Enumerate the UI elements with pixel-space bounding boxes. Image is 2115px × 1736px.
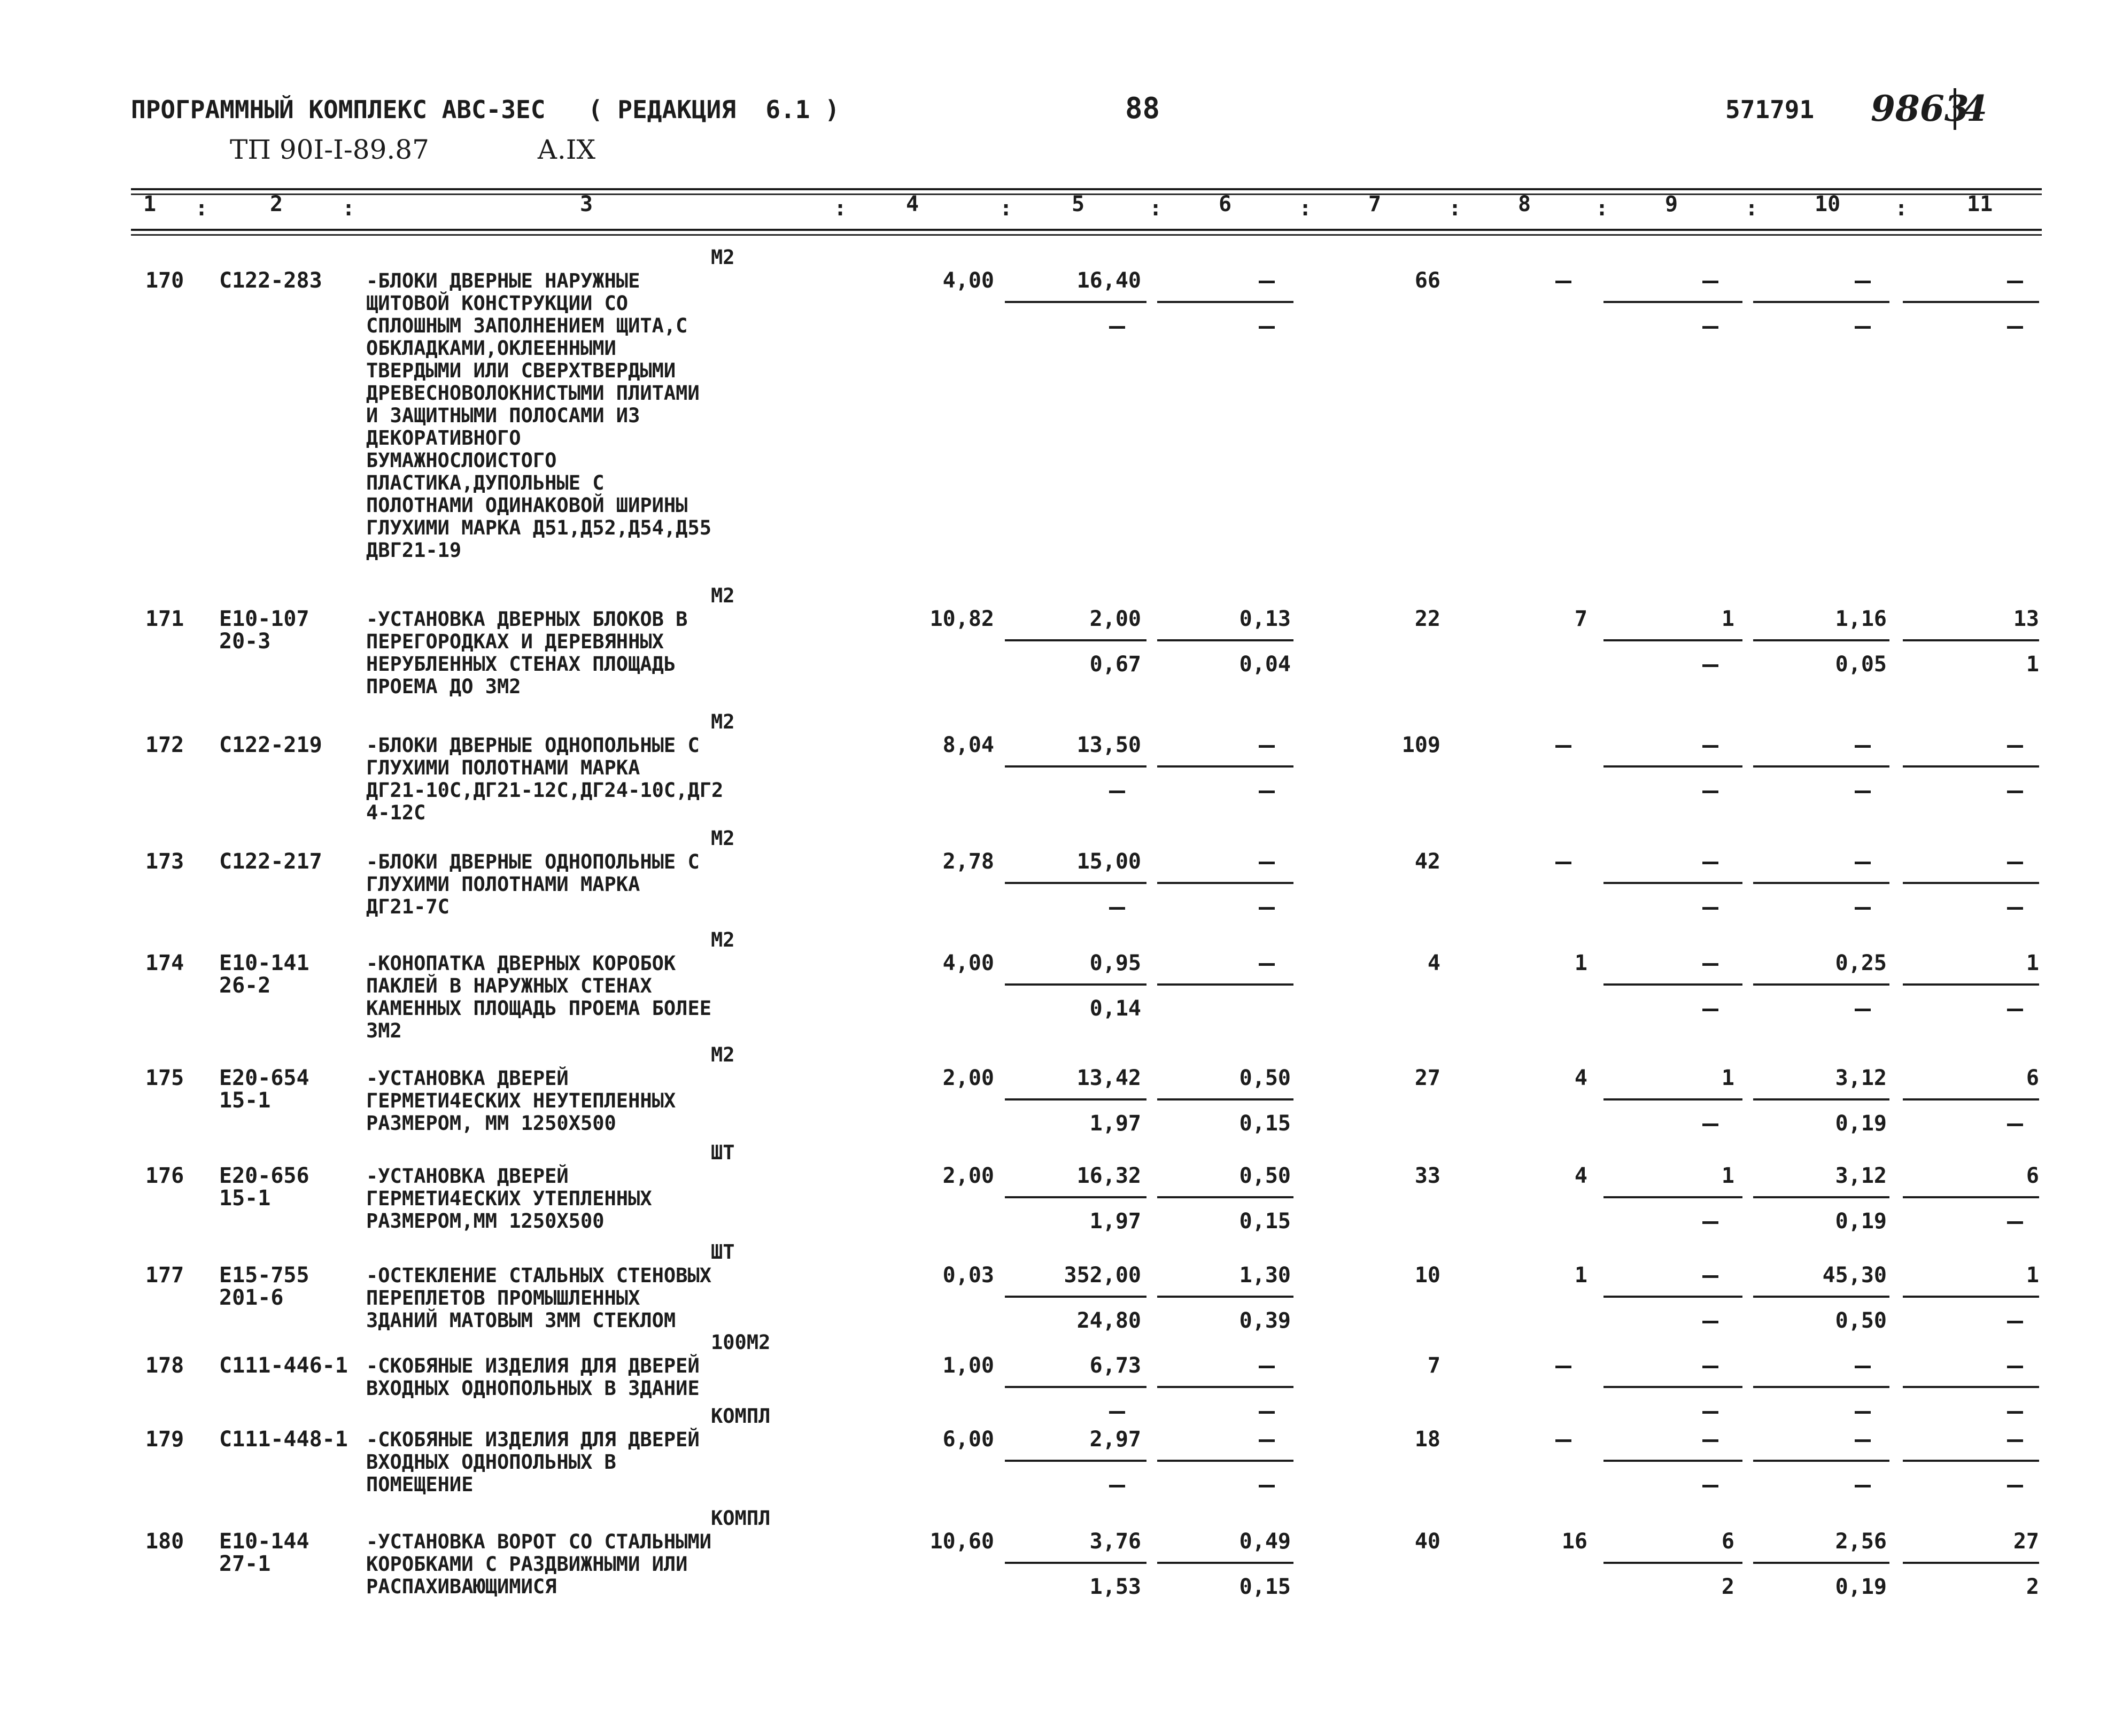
sheet-suffix: 4 <box>1963 88 1987 129</box>
row-176-c11-lower-dash <box>2007 1221 2023 1224</box>
row-171-col4: 10,82 <box>929 607 994 631</box>
row-170-c11-rule <box>1903 301 2039 303</box>
row-171-c10-rule <box>1753 639 1889 641</box>
row-180-unit: КОМПЛ <box>711 1507 771 1530</box>
row-172-unit: М2 <box>711 710 735 733</box>
row-180-c6-upper: 0,49 <box>1239 1529 1291 1554</box>
row-173-c5-lower-dash <box>1109 907 1125 910</box>
row-178-c10-rule <box>1753 1386 1889 1388</box>
row-180-c9-lower: 2 <box>1721 1575 1734 1599</box>
row-176-c10-upper: 3,12 <box>1835 1164 1887 1188</box>
row-173-col7: 42 <box>1414 849 1440 874</box>
row-173-c11-rule <box>1903 882 2039 884</box>
row-177-number: 177 <box>145 1263 184 1288</box>
column-header-2: 2 <box>270 192 283 216</box>
row-177-c10-lower: 0,50 <box>1835 1308 1887 1333</box>
row-177-code-1: Е15-755 <box>219 1263 309 1288</box>
row-180-code-2: 27-1 <box>219 1552 271 1576</box>
row-180-col7: 40 <box>1414 1529 1440 1554</box>
row-176-number: 176 <box>145 1164 184 1188</box>
row-178-c5-upper: 6,73 <box>1089 1353 1141 1378</box>
row-177-c9-upper-dash <box>1702 1275 1718 1278</box>
row-179-c11-rule <box>1903 1460 2039 1462</box>
row-174-c6-rule <box>1157 983 1293 986</box>
row-170-c9-lower-dash <box>1702 326 1718 329</box>
column-header-1: 1 <box>143 192 157 216</box>
row-173-c9-rule <box>1603 882 1742 884</box>
row-175-col4: 2,00 <box>942 1066 994 1090</box>
row-170-c10-lower-dash <box>1855 326 1871 329</box>
row-173-c5-upper: 15,00 <box>1076 849 1141 874</box>
row-176-c10-rule <box>1753 1196 1889 1198</box>
row-180-c9-rule <box>1603 1562 1742 1564</box>
row-174-c10-lower-dash <box>1855 1009 1871 1011</box>
row-170-c9-upper-dash <box>1702 281 1718 283</box>
column-header-8: 8 <box>1518 192 1531 216</box>
row-176-description: -УСТАНОВКА ДВЕРЕЙ ГЕРМЕТИ4ЕСКИХ УТЕПЛЕННЫХ РАЗМЕРОМ,ММ 1250Х500 <box>366 1165 652 1233</box>
sheet-reference: 9863 <box>1871 88 1969 129</box>
row-174-unit: М2 <box>711 928 735 951</box>
row-172-c5-lower-dash <box>1109 790 1125 793</box>
row-180-c10-lower: 0,19 <box>1835 1575 1887 1599</box>
row-176-c5-rule <box>1005 1196 1146 1198</box>
row-179-col4: 6,00 <box>942 1427 994 1452</box>
row-178-c6-upper-dash <box>1259 1366 1275 1368</box>
project-code: ТП 90I-I-89.87 <box>230 134 429 165</box>
row-177-c11-lower-dash <box>2007 1321 2023 1323</box>
row-180-c5-rule <box>1005 1562 1146 1564</box>
row-173-c11-upper-dash <box>2007 862 2023 864</box>
row-179-c9-upper-dash <box>1702 1439 1718 1442</box>
row-177-c5-upper: 352,00 <box>1064 1263 1141 1288</box>
row-170-c5-upper: 16,40 <box>1076 268 1141 293</box>
row-177-c11-rule <box>1903 1296 2039 1298</box>
row-171-c6-upper: 0,13 <box>1239 607 1291 631</box>
column-separator-2: : <box>342 196 355 221</box>
row-177-c6-lower: 0,39 <box>1239 1308 1291 1333</box>
row-172-description: -БЛОКИ ДВЕРНЫЕ ОДНОПОЛЬНЫЕ С ГЛУХИМИ ПОЛОТНАМИ МАРКА ДГ21-10С,ДГ21-12С,ДГ24-10С,ДГ2 4-12С <box>366 734 724 824</box>
row-175-c9-upper: 1 <box>1721 1066 1734 1090</box>
row-179-c6-rule <box>1157 1460 1293 1462</box>
row-172-col7: 109 <box>1401 733 1440 757</box>
row-175-number: 175 <box>145 1066 184 1090</box>
column-separator-10: : <box>1895 196 1908 221</box>
row-174-code-1: Е10-141 <box>219 951 309 975</box>
row-178-c5-rule <box>1005 1386 1146 1388</box>
row-170-c6-upper-dash <box>1259 281 1275 283</box>
row-176-c10-lower: 0,19 <box>1835 1209 1887 1234</box>
row-173-c10-lower-dash <box>1855 907 1871 910</box>
row-179-c10-lower-dash <box>1855 1485 1871 1487</box>
album-code: А.IX <box>537 134 596 165</box>
row-177-c9-rule <box>1603 1296 1742 1298</box>
row-173-c11-lower-dash <box>2007 907 2023 910</box>
row-178-code-1: С111-446-1 <box>219 1353 348 1378</box>
row-180-c6-rule <box>1157 1562 1293 1564</box>
row-178-c11-upper-dash <box>2007 1366 2023 1368</box>
header-top-rule-2 <box>131 193 2042 195</box>
row-171-c9-lower-dash <box>1702 664 1718 667</box>
row-170-col7: 66 <box>1414 268 1440 293</box>
column-separator-4: : <box>1000 196 1013 221</box>
row-170-c6-lower-dash <box>1259 326 1275 329</box>
row-178-c5-lower-dash <box>1109 1411 1125 1414</box>
row-179-unit: КОМПЛ <box>711 1405 771 1428</box>
row-177-c10-rule <box>1753 1296 1889 1298</box>
row-179-c5-lower-dash <box>1109 1485 1125 1487</box>
row-172-c11-lower-dash <box>2007 790 2023 793</box>
row-178-c10-lower-dash <box>1855 1411 1871 1414</box>
row-171-col7: 22 <box>1414 607 1440 631</box>
row-170-unit: М2 <box>711 246 735 269</box>
header-bottom-rule <box>131 229 2042 231</box>
row-177-col8: 1 <box>1574 1263 1587 1288</box>
row-174-c6-upper-dash <box>1259 963 1275 966</box>
row-180-col8: 16 <box>1561 1529 1587 1554</box>
row-178-c11-lower-dash <box>2007 1411 2023 1414</box>
row-178-col8-dash <box>1555 1366 1571 1368</box>
row-175-c9-rule <box>1603 1098 1742 1100</box>
row-176-c5-lower: 1,97 <box>1089 1209 1141 1234</box>
row-177-col7: 10 <box>1414 1263 1440 1288</box>
row-177-description: -ОСТЕКЛЕНИЕ СТАЛЬНЫХ СТЕНОВЫХ ПЕРЕПЛЕТОВ ПРОМЫШЛЕННЫХ ЗДАНИЙ МАТОВЫМ 3ММ СТЕКЛОМ <box>366 1264 712 1332</box>
row-172-c10-rule <box>1753 765 1889 768</box>
column-separator-1: : <box>195 196 208 221</box>
row-179-col8-dash <box>1555 1439 1571 1442</box>
row-178-c9-upper-dash <box>1702 1366 1718 1368</box>
column-separator-9: : <box>1745 196 1758 221</box>
row-174-number: 174 <box>145 951 184 975</box>
row-175-description: -УСТАНОВКА ДВЕРЕЙ ГЕРМЕТИ4ЕСКИХ НЕУТЕПЛЕННЫХ РАЗМЕРОМ, ММ 1250Х500 <box>366 1067 676 1135</box>
row-175-c6-rule <box>1157 1098 1293 1100</box>
row-171-c9-upper: 1 <box>1721 607 1734 631</box>
column-separator-3: : <box>834 196 847 221</box>
row-171-c5-rule <box>1005 639 1146 641</box>
page-number: 88 <box>1125 91 1160 125</box>
row-171-c11-rule <box>1903 639 2039 641</box>
row-176-c11-rule <box>1903 1196 2039 1198</box>
row-170-col8-dash <box>1555 281 1571 283</box>
row-180-c11-rule <box>1903 1562 2039 1564</box>
row-170-c9-rule <box>1603 301 1742 303</box>
row-177-c6-upper: 1,30 <box>1239 1263 1291 1288</box>
row-171-description: -УСТАНОВКА ДВЕРНЫХ БЛОКОВ В ПЕРЕГОРОДКАХ И ДЕРЕВЯННЫХ НЕРУБЛЕННЫХ СТЕНАХ ПЛОЩАДЬ ПРОЕМА ДО 3М2 <box>366 608 688 698</box>
row-176-c6-rule <box>1157 1196 1293 1198</box>
row-177-c11-upper: 1 <box>2026 1263 2039 1288</box>
row-174-col7: 4 <box>1427 951 1440 975</box>
row-170-c11-lower-dash <box>2007 326 2023 329</box>
row-175-c5-upper: 13,42 <box>1076 1066 1141 1090</box>
row-173-number: 173 <box>145 849 184 874</box>
column-header-4: 4 <box>906 192 919 216</box>
header-top-rule <box>131 188 2042 190</box>
row-176-unit: ШТ <box>711 1141 735 1164</box>
row-177-unit: ШТ <box>711 1241 735 1264</box>
row-172-c9-upper-dash <box>1702 745 1718 748</box>
row-175-c11-rule <box>1903 1098 2039 1100</box>
row-172-c9-lower-dash <box>1702 790 1718 793</box>
column-separator-6: : <box>1299 196 1312 221</box>
row-177-col4: 0,03 <box>942 1263 994 1288</box>
row-178-c10-upper-dash <box>1855 1366 1871 1368</box>
row-171-code-1: Е10-107 <box>219 607 309 631</box>
column-header-9: 9 <box>1665 192 1678 216</box>
row-179-c5-upper: 2,97 <box>1089 1427 1141 1452</box>
row-176-col7: 33 <box>1414 1164 1440 1188</box>
row-179-c10-rule <box>1753 1460 1889 1462</box>
row-174-description: -КОНОПАТКА ДВЕРНЫХ КОРОБОК ПАКЛЕЙ В НАРУЖНЫХ СТЕНАХ КАМЕННЫХ ПЛОЩАДЬ ПРОЕМА БОЛЕЕ 3М2 <box>366 952 712 1042</box>
row-174-c5-lower: 0,14 <box>1089 996 1141 1021</box>
row-177-c5-lower: 24,80 <box>1076 1308 1141 1333</box>
row-180-c11-upper: 27 <box>2013 1529 2039 1554</box>
row-180-c5-lower: 1,53 <box>1089 1575 1141 1599</box>
row-170-c10-rule <box>1753 301 1889 303</box>
column-separator-8: : <box>1595 196 1609 221</box>
row-173-c6-rule <box>1157 882 1293 884</box>
row-175-unit: М2 <box>711 1043 735 1066</box>
row-171-c6-rule <box>1157 639 1293 641</box>
row-172-c5-upper: 13,50 <box>1076 733 1141 757</box>
row-179-c9-rule <box>1603 1460 1742 1462</box>
row-176-c9-rule <box>1603 1196 1742 1198</box>
column-header-6: 6 <box>1219 192 1232 216</box>
row-174-c9-upper-dash <box>1702 963 1718 966</box>
row-180-number: 180 <box>145 1529 184 1554</box>
row-172-c9-rule <box>1603 765 1742 768</box>
column-header-5: 5 <box>1072 192 1085 216</box>
row-173-c10-upper-dash <box>1855 862 1871 864</box>
row-172-c10-lower-dash <box>1855 790 1871 793</box>
row-175-c5-rule <box>1005 1098 1146 1100</box>
row-176-col4: 2,00 <box>942 1164 994 1188</box>
row-176-code-1: Е20-656 <box>219 1164 309 1188</box>
row-171-c5-upper: 2,00 <box>1089 607 1141 631</box>
column-header-11: 11 <box>1967 192 1993 216</box>
row-176-c5-upper: 16,32 <box>1076 1164 1141 1188</box>
row-178-c6-lower-dash <box>1259 1411 1275 1414</box>
row-174-c5-rule <box>1005 983 1146 986</box>
row-170-number: 170 <box>145 268 184 293</box>
row-180-code-1: Е10-144 <box>219 1529 309 1554</box>
row-175-col8: 4 <box>1574 1066 1587 1090</box>
row-172-c10-upper-dash <box>1855 745 1871 748</box>
row-174-c5-upper: 0,95 <box>1089 951 1141 975</box>
row-178-c9-lower-dash <box>1702 1411 1718 1414</box>
row-173-col8-dash <box>1555 862 1571 864</box>
column-separator-7: : <box>1448 196 1462 221</box>
row-172-col8-dash <box>1555 745 1571 748</box>
row-178-c11-rule <box>1903 1386 2039 1388</box>
row-177-c10-upper: 45,30 <box>1822 1263 1887 1288</box>
row-172-c6-rule <box>1157 765 1293 768</box>
row-175-c11-lower-dash <box>2007 1123 2023 1126</box>
row-176-c9-upper: 1 <box>1721 1164 1734 1188</box>
row-175-c6-lower: 0,15 <box>1239 1111 1291 1136</box>
row-176-col8: 4 <box>1574 1164 1587 1188</box>
row-175-c10-lower: 0,19 <box>1835 1111 1887 1136</box>
row-174-c11-upper: 1 <box>2026 951 2039 975</box>
row-180-col4: 10,60 <box>929 1529 994 1554</box>
row-174-c11-lower-dash <box>2007 1009 2023 1011</box>
row-180-description: -УСТАНОВКА ВОРОТ СО СТАЛЬНЫМИ КОРОБКАМИ С РАЗДВИЖНЫМИ ИЛИ РАСПАХИВАЮЩИМИСЯ <box>366 1530 712 1598</box>
row-173-c6-lower-dash <box>1259 907 1275 910</box>
document-code: 571791 <box>1725 95 1815 124</box>
row-172-c6-lower-dash <box>1259 790 1275 793</box>
row-178-col7: 7 <box>1427 1353 1440 1378</box>
row-178-c9-rule <box>1603 1386 1742 1388</box>
row-173-description: -БЛОКИ ДВЕРНЫЕ ОДНОПОЛЬНЫЕ С ГЛУХИМИ ПОЛОТНАМИ МАРКА ДГ21-7С <box>366 850 700 918</box>
program-edition: ( РЕДАКЦИЯ 6.1 ) <box>588 95 840 124</box>
row-179-number: 179 <box>145 1427 184 1452</box>
row-170-c10-upper-dash <box>1855 281 1871 283</box>
row-175-col7: 27 <box>1414 1066 1440 1090</box>
row-171-c5-lower: 0,67 <box>1089 652 1141 677</box>
row-176-c11-upper: 6 <box>2026 1164 2039 1188</box>
row-174-col8: 1 <box>1574 951 1587 975</box>
row-172-c6-upper-dash <box>1259 745 1275 748</box>
row-179-code-1: С111-448-1 <box>219 1427 348 1452</box>
row-172-c5-rule <box>1005 765 1146 768</box>
row-173-c9-lower-dash <box>1702 907 1718 910</box>
row-170-c5-lower-dash <box>1109 326 1125 329</box>
row-179-c9-lower-dash <box>1702 1485 1718 1487</box>
row-170-c11-upper-dash <box>2007 281 2023 283</box>
row-179-col7: 18 <box>1414 1427 1440 1452</box>
row-175-c9-lower-dash <box>1702 1123 1718 1126</box>
row-170-c6-rule <box>1157 301 1293 303</box>
row-177-c9-lower-dash <box>1702 1321 1718 1323</box>
row-172-col4: 8,04 <box>942 733 994 757</box>
row-171-number: 171 <box>145 607 184 631</box>
sheet-slash <box>1954 88 1956 130</box>
row-173-code-1: С122-217 <box>219 849 322 874</box>
row-174-c9-lower-dash <box>1702 1009 1718 1011</box>
row-178-unit: 100М2 <box>711 1331 771 1354</box>
row-177-c5-rule <box>1005 1296 1146 1298</box>
row-178-number: 178 <box>145 1353 184 1378</box>
row-180-c11-lower: 2 <box>2026 1575 2039 1599</box>
column-separator-5: : <box>1149 196 1163 221</box>
row-170-description: -БЛОКИ ДВЕРНЫЕ НАРУЖНЫЕ ЩИТОВОЙ КОНСТРУКЦИИ СО СПЛОШНЫМ ЗАПОЛНЕНИЕМ ЩИТА,С ОБКЛАДКАМИ,ОКЛЕЕННЫМИ ТВЕРДЫМИ ИЛИ СВЕРХТВЕРДЫМИ ДРЕВЕСНОВОЛОКНИСТЫМИ ПЛИТАМИ И ЗАЩИТНЫМИ ПОЛОСАМИ ИЗ ДЕКОРАТИВНОГО БУМАЖНОСЛОИСТОГО ПЛАСТИКА,ДУПОЛЬНЫЕ С ПОЛОТНАМИ ОДИНАКОВОЙ ШИРИНЫ ГЛУХИМИ МАРКА Д51,Д52,Д54,Д55 ДВГ21-19 <box>366 269 712 562</box>
row-171-c9-rule <box>1603 639 1742 641</box>
row-178-description: -СКОБЯНЫЕ ИЗДЕЛИЯ ДЛЯ ДВЕРЕЙ ВХОДНЫХ ОДНОПОЛЬНЫХ В ЗДАНИЕ <box>366 1354 700 1400</box>
row-179-description: -СКОБЯНЫЕ ИЗДЕЛИЯ ДЛЯ ДВЕРЕЙ ВХОДНЫХ ОДНОПОЛЬНЫХ В ПОМЕЩЕНИЕ <box>366 1428 700 1496</box>
row-171-c11-upper: 13 <box>2013 607 2039 631</box>
column-header-7: 7 <box>1368 192 1382 216</box>
row-176-c6-lower: 0,15 <box>1239 1209 1291 1234</box>
row-174-c10-rule <box>1753 983 1889 986</box>
row-171-unit: М2 <box>711 584 735 607</box>
row-173-unit: М2 <box>711 827 735 850</box>
row-175-c11-upper: 6 <box>2026 1066 2039 1090</box>
row-175-code-1: Е20-654 <box>219 1066 309 1090</box>
row-175-c10-upper: 3,12 <box>1835 1066 1887 1090</box>
row-179-c11-upper-dash <box>2007 1439 2023 1442</box>
program-title: ПРОГРАММНЫЙ КОМПЛЕКС АВС-3ЕС <box>131 95 546 124</box>
row-173-c5-rule <box>1005 882 1146 884</box>
row-173-c6-upper-dash <box>1259 862 1275 864</box>
row-175-code-2: 15-1 <box>219 1088 271 1113</box>
row-178-c6-rule <box>1157 1386 1293 1388</box>
row-179-c6-lower-dash <box>1259 1485 1275 1487</box>
row-171-c6-lower: 0,04 <box>1239 652 1291 677</box>
row-175-c5-lower: 1,97 <box>1089 1111 1141 1136</box>
row-174-c11-rule <box>1903 983 2039 986</box>
row-174-c9-rule <box>1603 983 1742 986</box>
row-175-c6-upper: 0,50 <box>1239 1066 1291 1090</box>
row-170-c5-rule <box>1005 301 1146 303</box>
row-177-code-2: 201-6 <box>219 1285 284 1310</box>
row-172-number: 172 <box>145 733 184 757</box>
row-180-c6-lower: 0,15 <box>1239 1575 1291 1599</box>
row-172-code-1: С122-219 <box>219 733 322 757</box>
row-180-c10-rule <box>1753 1562 1889 1564</box>
row-178-col4: 1,00 <box>942 1353 994 1378</box>
row-173-c10-rule <box>1753 882 1889 884</box>
row-173-c9-upper-dash <box>1702 862 1718 864</box>
row-174-col4: 4,00 <box>942 951 994 975</box>
row-171-c11-lower: 1 <box>2026 652 2039 677</box>
row-176-c6-upper: 0,50 <box>1239 1164 1291 1188</box>
row-174-c10-upper: 0,25 <box>1835 951 1887 975</box>
row-179-c10-upper-dash <box>1855 1439 1871 1442</box>
column-header-3: 3 <box>580 192 593 216</box>
row-180-c9-upper: 6 <box>1721 1529 1734 1554</box>
row-180-c10-upper: 2,56 <box>1835 1529 1887 1554</box>
row-170-col4: 4,00 <box>942 268 994 293</box>
row-175-c10-rule <box>1753 1098 1889 1100</box>
row-170-code-1: С122-283 <box>219 268 322 293</box>
row-179-c6-upper-dash <box>1259 1439 1275 1442</box>
header-bottom-rule-2 <box>131 234 2042 236</box>
row-172-c11-rule <box>1903 765 2039 768</box>
row-173-col4: 2,78 <box>942 849 994 874</box>
row-174-code-2: 26-2 <box>219 973 271 998</box>
row-176-code-2: 15-1 <box>219 1186 271 1211</box>
row-180-c5-upper: 3,76 <box>1089 1529 1141 1554</box>
row-179-c11-lower-dash <box>2007 1485 2023 1487</box>
row-171-c10-upper: 1,16 <box>1835 607 1887 631</box>
row-172-c11-upper-dash <box>2007 745 2023 748</box>
row-177-c6-rule <box>1157 1296 1293 1298</box>
column-header-10: 10 <box>1815 192 1841 216</box>
row-176-c9-lower-dash <box>1702 1221 1718 1224</box>
row-171-c10-lower: 0,05 <box>1835 652 1887 677</box>
row-171-col8: 7 <box>1574 607 1587 631</box>
row-171-code-2: 20-3 <box>219 629 271 654</box>
row-179-c5-rule <box>1005 1460 1146 1462</box>
